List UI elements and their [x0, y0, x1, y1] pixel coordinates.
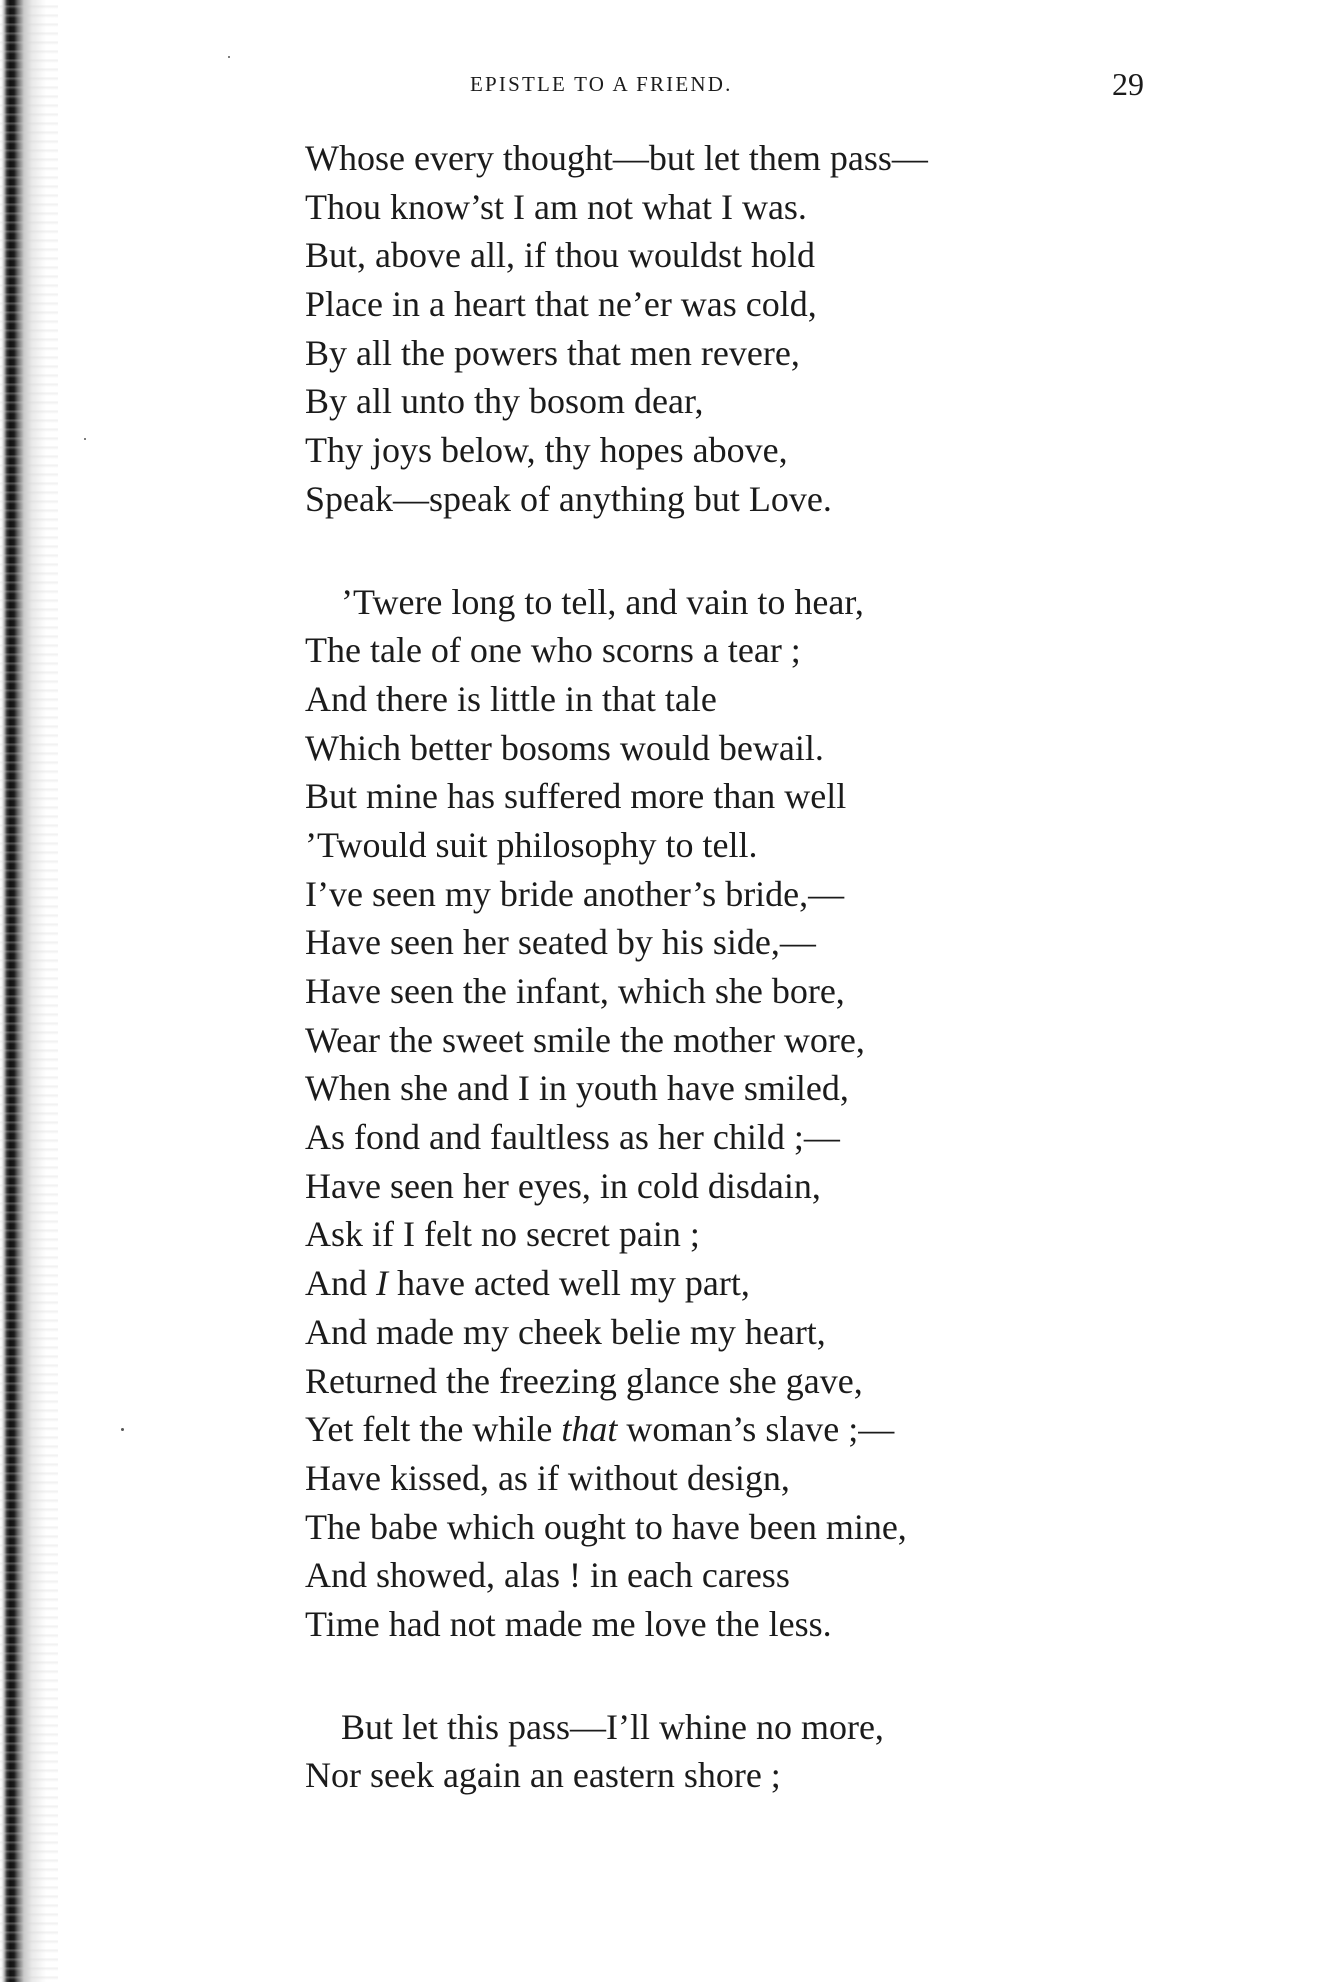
poem-line: Nor seek again an eastern shore ;	[305, 1755, 781, 1796]
poem-line: Have seen her eyes, in cold disdain,	[305, 1165, 821, 1206]
italic-word: I	[376, 1263, 388, 1304]
line-text-before: Yet felt the while	[305, 1409, 562, 1450]
poem-line: Wear the sweet smile the mother wore,	[305, 1019, 865, 1060]
poem-line: ’Twere long to tell, and vain to hear,	[341, 581, 864, 622]
poem-line: The tale of one who scorns a tear ;	[305, 630, 801, 671]
poem-line: By all unto thy bosom dear,	[305, 381, 704, 422]
poem-line: Which better bosoms would bewail.	[305, 727, 824, 768]
poem-line: Place in a heart that ne’er was cold,	[305, 284, 817, 325]
poem-line: ’Twould suit philosophy to tell.	[305, 824, 758, 865]
scan-speck	[121, 1428, 124, 1431]
poem-text	[305, 134, 1125, 1854]
poem-line: But mine has suffered more than well	[305, 776, 847, 817]
poem-line: And showed, alas ! in each caress	[305, 1555, 790, 1596]
running-title: EPISTLE TO A FRIEND.	[470, 72, 733, 96]
page-number: 29	[1112, 66, 1144, 102]
poem-line: Speak—speak of anything but Love.	[305, 478, 832, 519]
poem-line: By all the powers that men revere,	[305, 332, 800, 373]
poem-line: I’ve seen my bride another’s bride,—	[305, 873, 845, 914]
poem-line: Whose every thought—but let them pass—	[305, 138, 928, 178]
scan-speck	[228, 56, 230, 58]
poem-line: The babe which ought to have been mine,	[305, 1506, 907, 1547]
poem-line: Thy joys below, thy hopes above,	[305, 430, 788, 471]
line-text-before: And	[305, 1263, 376, 1304]
poem-line: Time had not made me love the less.	[305, 1603, 832, 1644]
poem-line: As fond and faultless as her child ;—	[305, 1117, 840, 1158]
poem-line-with-italic	[305, 1405, 1125, 1454]
poem-line: Have seen the infant, which she bore,	[305, 971, 845, 1011]
poem-line: Thou know’st I am not what I was.	[305, 186, 807, 227]
poem-line: But, above all, if thou wouldst hold	[305, 235, 815, 276]
stanza-2	[305, 578, 1125, 1649]
poem-line: And made my cheek belie my heart,	[305, 1311, 826, 1352]
scan-speck	[84, 438, 86, 440]
line-text-after: have acted well my part,	[388, 1263, 750, 1304]
poem-line: Returned the freezing glance she gave,	[305, 1360, 863, 1401]
poem-line: Ask if I felt no secret pain ;	[305, 1214, 700, 1255]
italic-word: that	[561, 1409, 618, 1450]
poem-line: But let this pass—I’ll whine no more,	[341, 1706, 884, 1747]
stanza-3	[305, 1703, 1125, 1800]
running-head	[300, 58, 1144, 118]
line-text-after: woman’s slave ;—	[617, 1409, 895, 1450]
page-binding-shadow	[0, 0, 58, 1982]
stanza-1	[305, 134, 1125, 524]
poem-line: Have seen her seated by his side,—	[305, 922, 816, 963]
poem-line: When she and I in youth have smiled,	[305, 1068, 849, 1109]
poem-line: Have kissed, as if without design,	[305, 1457, 790, 1498]
poem-line-with-italic	[305, 1259, 1125, 1308]
poem-line: And there is little in that tale	[305, 678, 717, 719]
